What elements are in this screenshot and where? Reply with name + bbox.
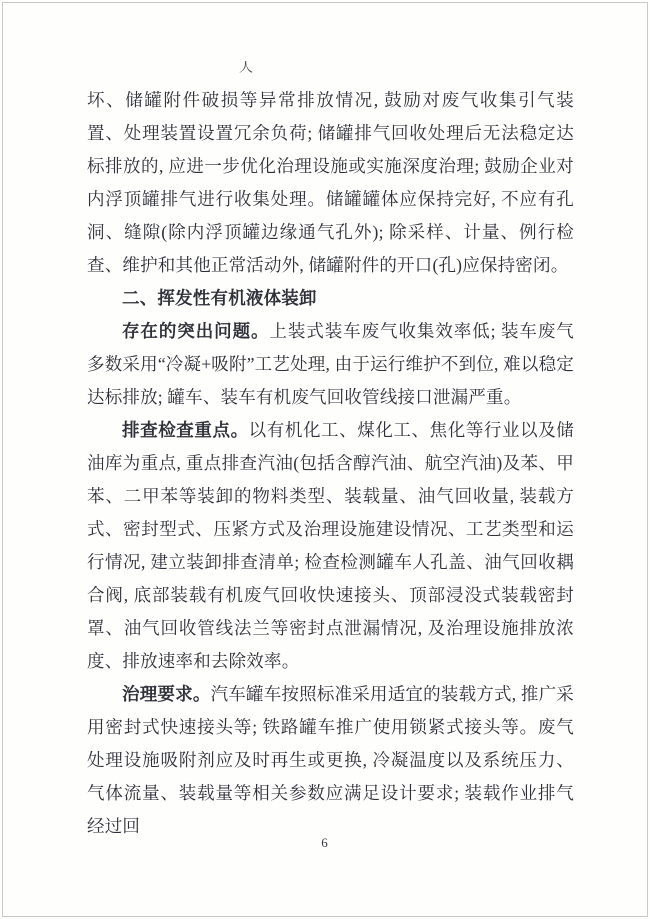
- paragraph-lead: 排查检查重点。: [122, 420, 249, 440]
- section-heading: 二、挥发性有机液体装卸: [122, 288, 317, 308]
- page-number: 6: [321, 835, 329, 850]
- paragraph-text: 上装式装车废气收集效率低; 装车废气多数采用“冷凝+吸附”工艺处理, 由于运行维护不到位, 难以稳定达标排放; 罐车、装车有机废气回收管线接口泄漏严重。: [87, 321, 574, 407]
- paragraph-text: 汽车罐车按照标准采用适宜的装载方式, 推广采用密封式快速接头等; 铁路罐车推广使用锁紧式接头等。废气处理设施吸附剂应及时再生或更换, 冷凝温度以及系统压力、气体流量、装载量等相关参数应满足设计要求; 装载作业排气经过回: [87, 684, 575, 836]
- paragraph-requirements: [87, 678, 574, 843]
- paragraph-inspection: [87, 414, 574, 678]
- paragraph-text: 以有机化工、煤化工、焦化等行业以及储油库为重点, 重点排查汽油(包括含醇汽油、航空汽油)及苯、甲苯、二甲苯等装卸的物料类型、装载量、油气回收量, 装载方式、密封型式、压紧方式及治理设施建设情况、工艺类型和运行情况, 建立装卸排查清单; 检查检测罐车人孔盖、油气回收耦合阀, 底部装载有机废气回收快速接头、顶部浸没式装载密封罩、油气回收管线法兰等密封点泄漏情况, 及治理设施排放浓度、排放速率和去除效率。: [87, 420, 574, 671]
- scan-artifact-mark: 人: [239, 61, 253, 76]
- paragraph-continuation: 坏、储罐附件破损等异常排放情况, 鼓励对废气收集引气装置、处理装置设置冗余负荷; 储罐排气回收处理后无法稳定达标排放的, 应进一步优化治理设施或实施深度治理; 鼓励企业对内浮顶罐排气进行收集处理。储罐罐体应保持完好, 不应有孔洞、缝隙(除内浮顶罐边缘通气孔外); 除采样、计量、例行检查、维护和其他正常活动外, 储罐附件的开口(孔)应保持密闭。: [87, 90, 574, 275]
- text-block: [87, 84, 574, 843]
- paragraph-lead: 存在的突出问题。: [122, 321, 270, 341]
- paragraph-problems: [87, 315, 574, 414]
- paragraph-lead: 治理要求。: [122, 684, 211, 704]
